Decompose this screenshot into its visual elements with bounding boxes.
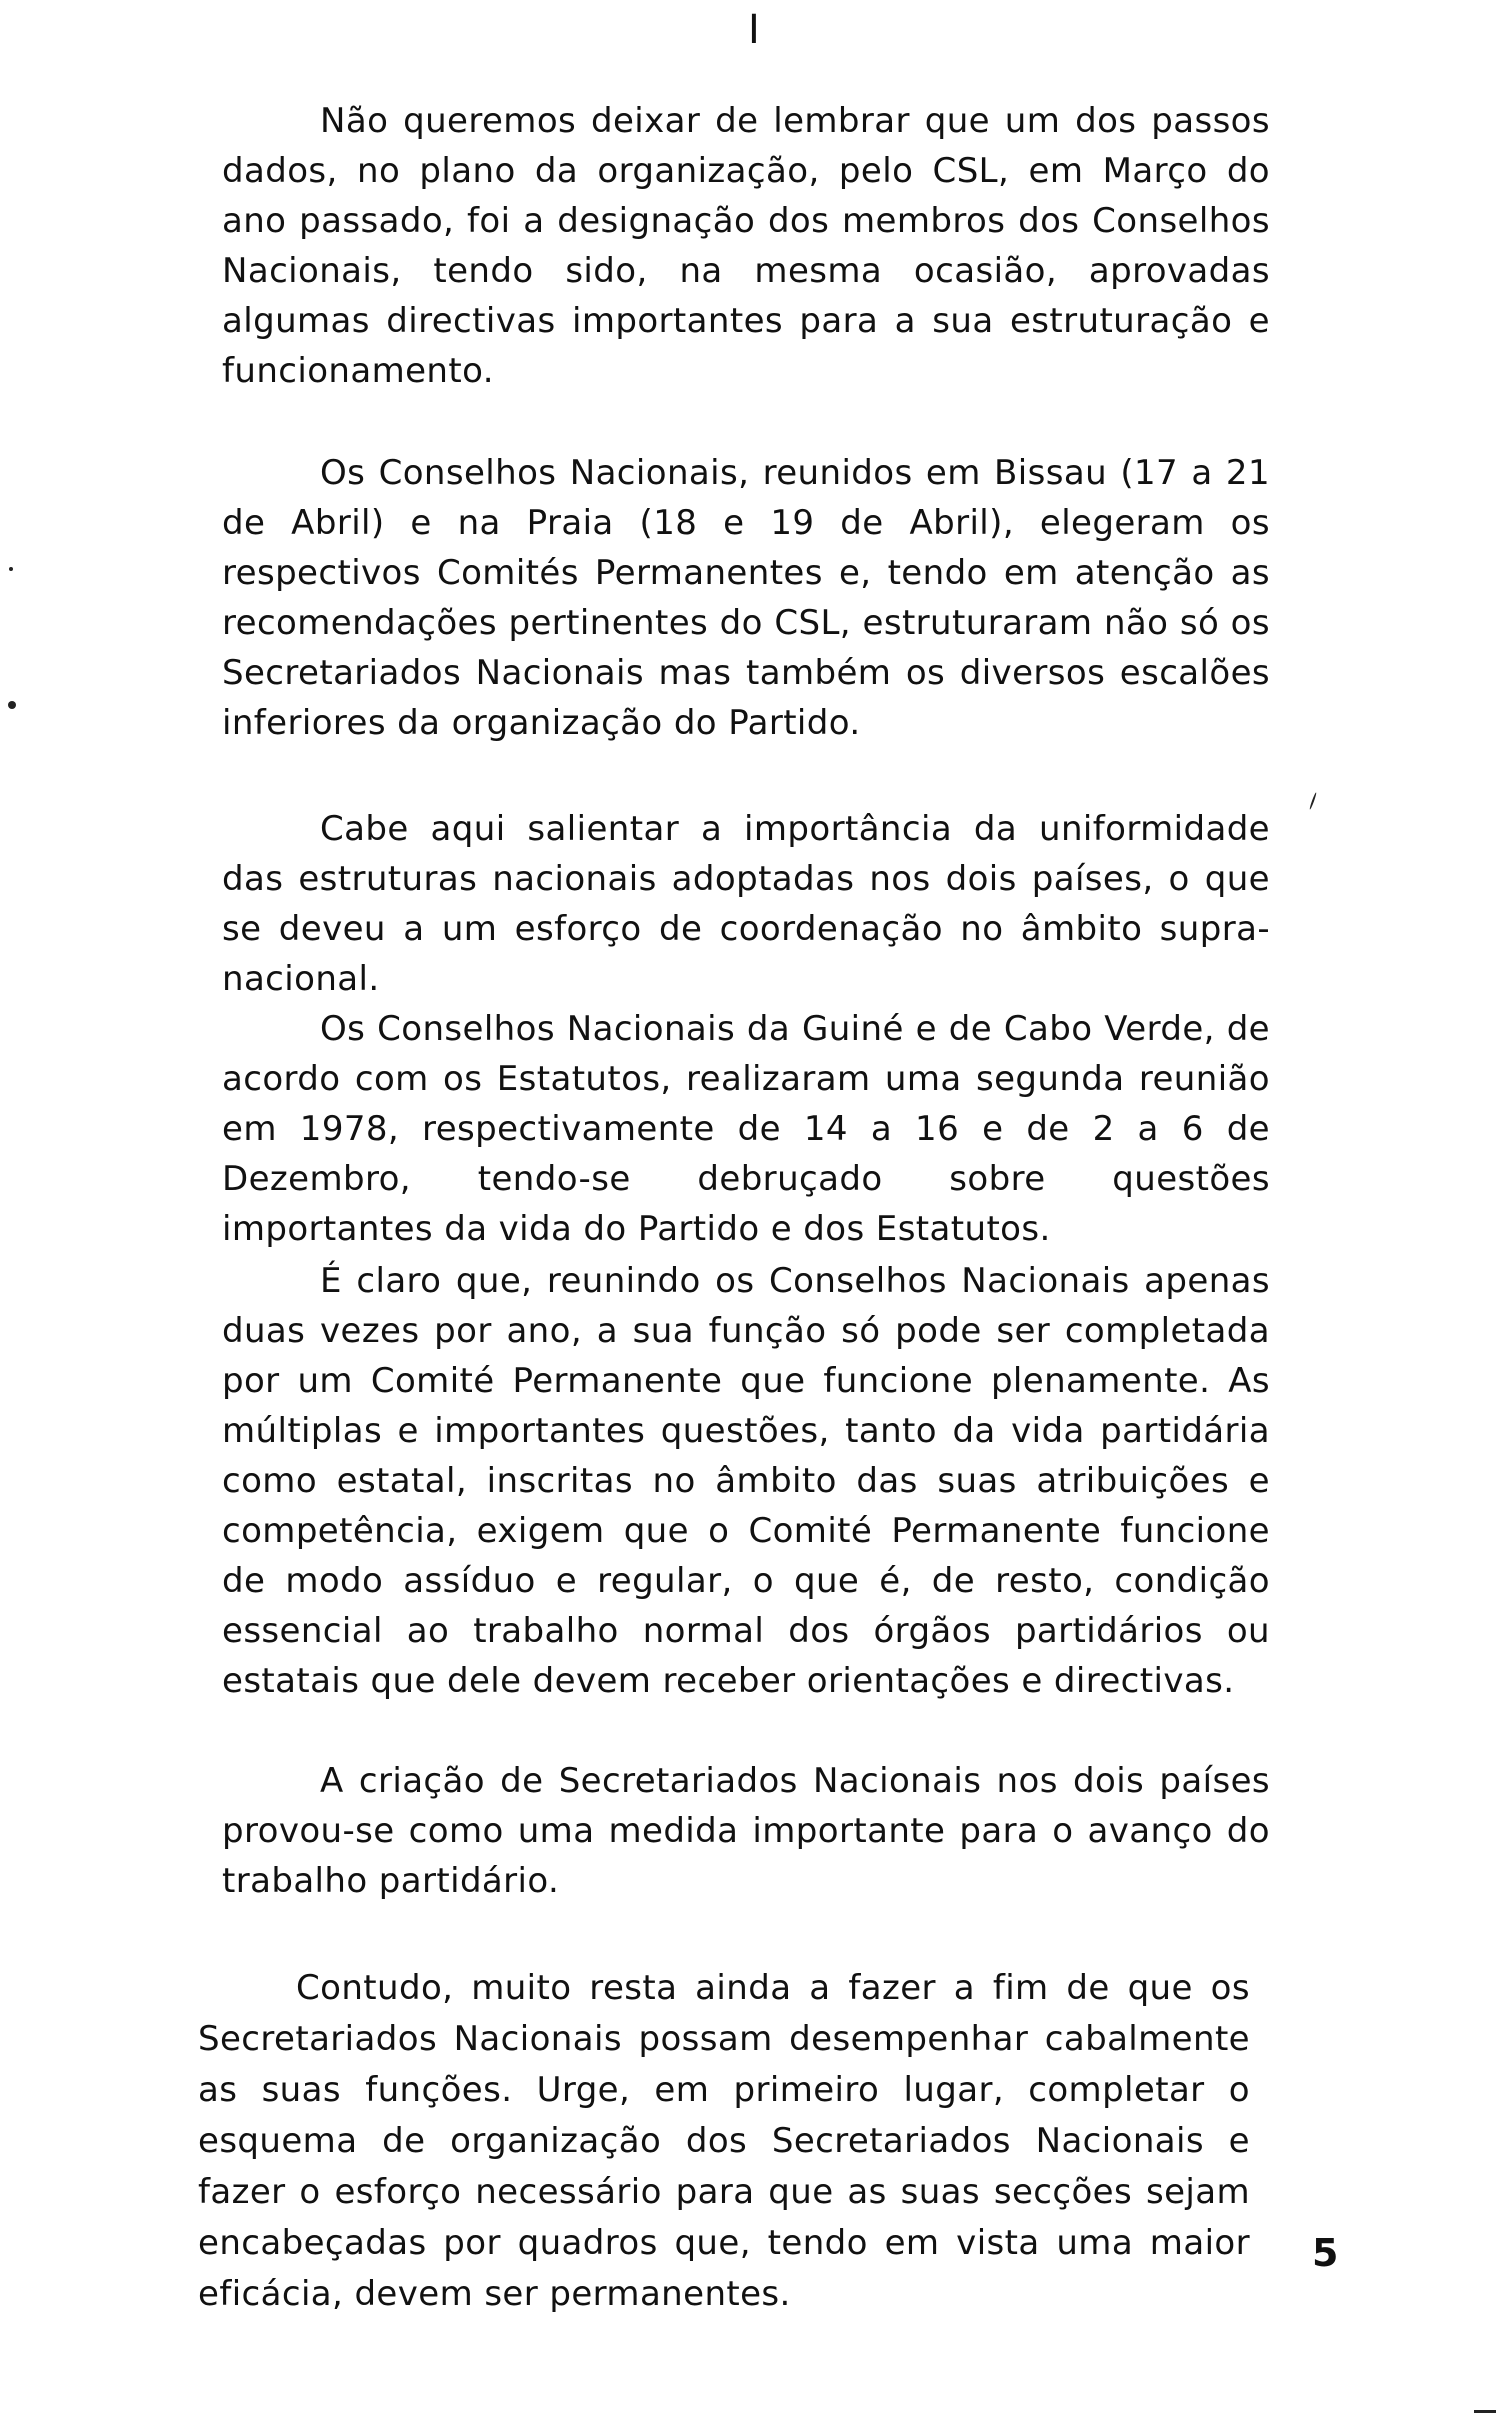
page-number: 5 <box>1312 2231 1339 2275</box>
scan-speck <box>8 701 16 709</box>
paragraph-block-3 <box>222 804 1270 1254</box>
paragraph-block-6 <box>198 1963 1250 2320</box>
scan-speck <box>9 567 13 571</box>
paragraph-block-2 <box>222 448 1270 748</box>
paragraph-4: Os Conselhos Nacionais da Guiné e de Cabo Verde, de acordo com os Estatutos, realizaram uma segunda reunião em 1978, respectivamente de 14 a 16 e de 2 a 6 de Dezembro, tendo-se debruçado sobre questões importantes da vida do Partido e dos Estatutos. <box>222 1009 1270 1249</box>
scan-speck <box>1309 792 1317 810</box>
paragraph-2: Os Conselhos Nacionais, reunidos em Bissau (17 a 21 de Abril) e na Praia (18 e 19 de Abril), elegeram os respectivos Comités Permanentes e, tendo em atenção as recomendações pertinentes do CSL, estruturaram não só os Secretariados Nacionais mas também os diversos escalões inferiores da organização do Partido. <box>222 453 1270 743</box>
section-marker: I <box>748 7 760 53</box>
paragraph-3: Cabe aqui salientar a importância da uniformidade das estruturas nacionais adoptadas nos dois países, o que se deveu a um esforço de coordenação no âmbito supra-nacional. <box>222 809 1270 999</box>
paragraph-block-5 <box>222 1756 1270 1906</box>
paragraph-1: Não queremos deixar de lembrar que um dos passos dados, no plano da organização, pelo CSL, em Março do ano passado, foi a designação dos membros dos Conselhos Nacionais, tendo sido, na mesma ocasião, aprovadas algumas directivas importantes para a sua estruturação e funcionamento. <box>222 101 1270 391</box>
paragraph-block-4 <box>222 1256 1270 1706</box>
paragraph-5: É claro que, reunindo os Conselhos Nacionais apenas duas vezes por ano, a sua função só pode ser completada por um Comité Permanente que funcione plenamente. As múltiplas e importantes questões, tanto da vida partidária como estatal, inscritas no âmbito das suas atribuições e competência, exigem que o Comité Permanente funcione de modo assíduo e regular, o que é, de resto, condição essencial ao trabalho normal dos órgãos partidários ou estatais que dele devem receber orientações e directivas. <box>222 1261 1270 1701</box>
paragraph-6: A criação de Secretariados Nacionais nos dois países provou-se como uma medida importante para o avanço do trabalho partidário. <box>222 1761 1270 1901</box>
paragraph-block-1 <box>222 96 1270 396</box>
paragraph-7: Contudo, muito resta ainda a fazer a fim de que os Secretariados Nacionais possam desempenhar cabalmente as suas funções. Urge, em primeiro lugar, completar o esquema de organização dos Secretariados Nacionais e fazer o esforço necessário para que as suas secções sejam encabeçadas por quadros que, tendo em vista uma maior eficácia, devem ser permanentes. <box>198 1968 1250 2314</box>
scan-speck <box>1474 2410 1496 2413</box>
